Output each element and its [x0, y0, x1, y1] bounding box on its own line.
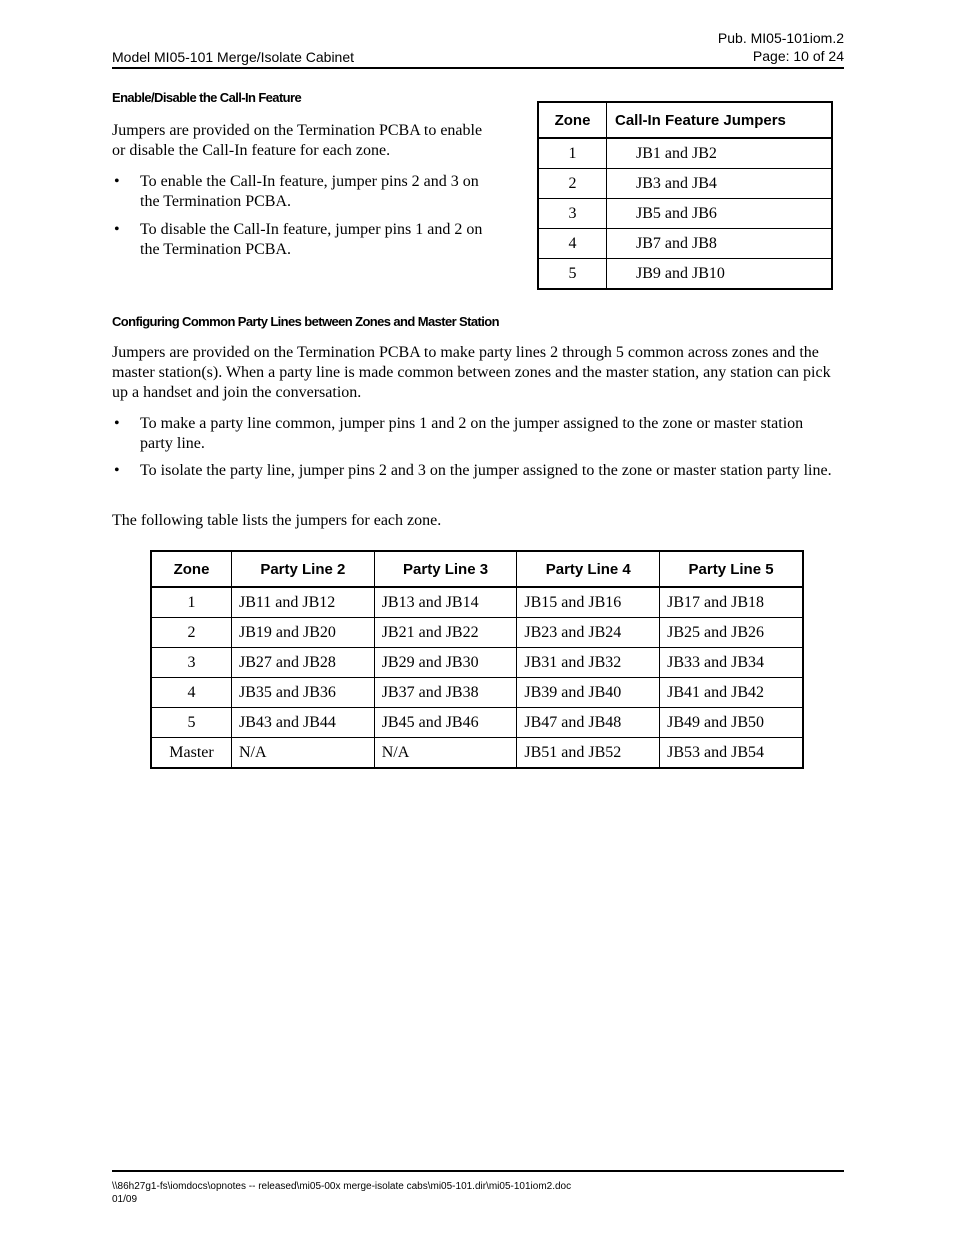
- document-date: 01/09: [112, 1194, 138, 1205]
- table-row: [151, 708, 803, 738]
- zone-cell: 1: [151, 587, 232, 618]
- zone-cell: 5: [151, 708, 232, 738]
- page-number: Page: 10 of 24: [752, 48, 844, 64]
- jumper-cell: JB23 and JB24: [517, 618, 660, 648]
- table-row: [538, 169, 832, 199]
- jumper-cell: JB17 and JB18: [660, 587, 803, 618]
- table-row: [538, 259, 832, 290]
- list-item: • To isolate the party line, jumper pins 2 and 3 on the jumper assigned to the zone or master station party line.: [114, 462, 832, 479]
- zone-cell: 5: [538, 259, 607, 290]
- column-header-party-line-3: Party Line 3: [374, 551, 517, 587]
- call-in-jumpers-table: [537, 101, 833, 290]
- jumper-cell: JB9 and JB10: [607, 259, 833, 290]
- jumper-cell: JB47 and JB48: [517, 708, 660, 738]
- jumper-cell: JB53 and JB54: [660, 738, 803, 769]
- jumper-cell: JB11 and JB12: [232, 587, 375, 618]
- table-header-row: [538, 102, 832, 138]
- jumper-cell: JB37 and JB38: [374, 678, 517, 708]
- table-row: [538, 138, 832, 169]
- table-header-row: [151, 551, 803, 587]
- table-row: [151, 587, 803, 618]
- column-header-party-line-2: Party Line 2: [232, 551, 375, 587]
- list-item: • To make a party line common, jumper pins 1 and 2 on the jumper assigned to the zone or master station party line.: [114, 415, 804, 452]
- jumper-cell: JB43 and JB44: [232, 708, 375, 738]
- page-header: [112, 28, 844, 69]
- table-row: [538, 199, 832, 229]
- column-header-party-line-5: Party Line 5: [660, 551, 803, 587]
- table-intro-paragraph: The following table lists the jumpers for each zone.: [112, 512, 442, 529]
- jumper-cell: N/A: [374, 738, 517, 769]
- zone-cell: 3: [151, 648, 232, 678]
- zone-cell: 4: [538, 229, 607, 259]
- table-row: [538, 229, 832, 259]
- zone-cell: Master: [151, 738, 232, 769]
- zone-cell: 3: [538, 199, 607, 229]
- footer-file-info: [112, 1180, 844, 1206]
- jumper-cell: JB7 and JB8: [607, 229, 833, 259]
- jumper-cell: JB21 and JB22: [374, 618, 517, 648]
- column-header-party-line-4: Party Line 4: [517, 551, 660, 587]
- jumper-cell: JB41 and JB42: [660, 678, 803, 708]
- jumper-cell: JB5 and JB6: [607, 199, 833, 229]
- section-heading-party-lines: Configuring Common Party Lines between Zones and Master Station: [112, 314, 499, 329]
- jumper-cell: JB1 and JB2: [607, 138, 833, 169]
- table-row: [151, 618, 803, 648]
- jumper-cell: JB3 and JB4: [607, 169, 833, 199]
- jumper-cell: JB25 and JB26: [660, 618, 803, 648]
- document-model-title: Model MI05-101 Merge/Isolate Cabinet: [112, 49, 355, 65]
- table-row: [151, 738, 803, 769]
- jumper-cell: JB29 and JB30: [374, 648, 517, 678]
- zone-cell: 4: [151, 678, 232, 708]
- jumper-cell: JB13 and JB14: [374, 587, 517, 618]
- jumper-cell: JB31 and JB32: [517, 648, 660, 678]
- jumper-cell: JB33 and JB34: [660, 648, 803, 678]
- section-heading-call-in: Enable/Disable the Call-In Feature: [112, 90, 302, 105]
- column-header-zone: Zone: [538, 102, 607, 138]
- list-item: • To disable the Call-In feature, jumper pins 1 and 2 on the Termination PCBA.: [114, 221, 483, 258]
- jumper-cell: JB39 and JB40: [517, 678, 660, 708]
- call-in-intro-paragraph: Jumpers are provided on the Termination PCBA to enable or disable the Call-In feature for each zone.: [112, 122, 483, 159]
- list-item: • To enable the Call-In feature, jumper pins 2 and 3 on the Termination PCBA.: [114, 173, 479, 210]
- jumper-cell: JB27 and JB28: [232, 648, 375, 678]
- jumper-cell: JB51 and JB52: [517, 738, 660, 769]
- column-header-call-in-jumpers: Call-In Feature Jumpers: [607, 102, 833, 138]
- jumper-cell: JB35 and JB36: [232, 678, 375, 708]
- column-header-zone: Zone: [151, 551, 232, 587]
- jumper-cell: JB19 and JB20: [232, 618, 375, 648]
- header-pub-info: [718, 29, 844, 65]
- jumper-cell: JB49 and JB50: [660, 708, 803, 738]
- call-in-bullet-list: [112, 172, 502, 260]
- page-footer: [112, 1170, 844, 1206]
- table-row: [151, 648, 803, 678]
- jumper-cell: JB45 and JB46: [374, 708, 517, 738]
- jumper-cell: N/A: [232, 738, 375, 769]
- party-line-jumpers-table: [150, 550, 804, 769]
- party-lines-bullet-list: [112, 414, 832, 481]
- jumper-cell: JB15 and JB16: [517, 587, 660, 618]
- party-lines-intro-paragraph: Jumpers are provided on the Termination PCBA to make party lines 2 through 5 common across zones and the master station(s). When a party line is made common between zones and the master station, any station can pick up a handset and join the conversation.: [112, 344, 831, 401]
- table-row: [151, 678, 803, 708]
- zone-cell: 2: [151, 618, 232, 648]
- document-file-path: \\86h27g1-fs\iomdocs\opnotes -- released\mi05-00x merge-isolate cabs\mi05-101.dir\mi05-101iom2.doc: [112, 1181, 572, 1192]
- publication-number: Pub. MI05-101iom.2: [717, 30, 844, 46]
- zone-cell: 1: [538, 138, 607, 169]
- zone-cell: 2: [538, 169, 607, 199]
